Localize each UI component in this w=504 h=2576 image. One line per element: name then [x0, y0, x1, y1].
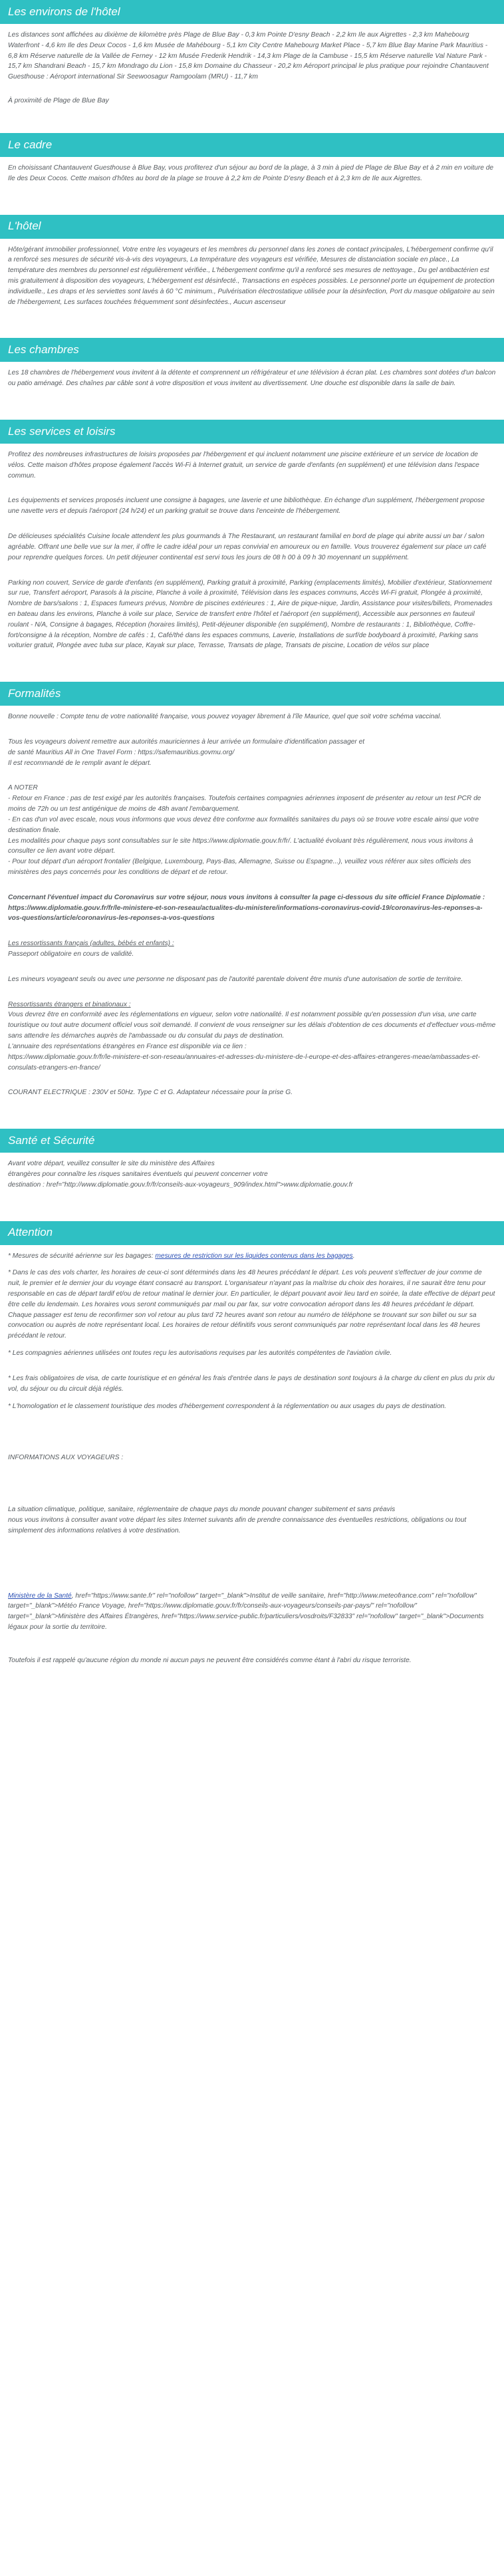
section-attention	[0, 1245, 504, 1666]
section-title-hotel: L'hôtel	[8, 219, 41, 233]
cadre-text: En choisissant Chantauvent Guesthouse à Blue Bay, vous profiterez d'un séjour au bord de la plage, à 3 min à pied de Plage de Blue Bay et à 2 min en voiture de Ile des Deux Cocos. Cette maison d'hôtes au bord de la plage se trouve à 2,2 km de Pointe D'esny Beach et à 2,3 km de Ile aux Aigrettes.	[8, 164, 494, 182]
section-title-services: Les services et loisirs	[8, 424, 116, 438]
section-formalites	[0, 706, 504, 1098]
attention-paragraph-4: * L'homologation et le classement touristique des modes d'hébergement correspondent à la réglementation ou aux usages du pays de destination.	[8, 1402, 447, 1410]
section-title-sante: Santé et Sécurité	[8, 1133, 95, 1147]
formalites-p3-line: A NOTER	[8, 784, 38, 792]
section-environs	[0, 24, 504, 106]
section-header-attention	[0, 1221, 504, 1245]
formalites-p3-line: - En cas d'un vol avec escale, nous vous informons que vous devez être conforme aux formalités sanitaires du pays où se trouve votre escale ainsi que votre destination finale.	[8, 815, 479, 834]
attention-paragraph-2: * Les compagnies aériennes utilisées ont toutes reçu les autorisations requises par les autorités compétentes de l'aviation civile.	[8, 1350, 392, 1358]
sante-line: étrangères pour connaître les risques sanitaires éventuels qui peuvent concerner votre	[8, 1170, 268, 1178]
attention-paragraph-1: * Dans le cas des vols charter, les horaires de ceux-ci sont déterminés dans les 48 heures précédant le départ. Les vols peuvent s'effectuer de jour comme de nuit, le premier et le dernier jour du voyage étant consacré au transport. L'organisateur n'ayant pas la maîtrise du choix des horaires, il ne saurait être tenu pour responsable en cas de départ tardif et/ou de retour matinal le dernier jour. En particulier, le départ pouvant avoir lieu tard en soirée, la date effective de départ peut être celle du lendemain. Les horaires vous seront communiqués par mail ou par fax, sur votre convocation aéroport dans les 48 heures précédant le départ. Chaque passager est tenu de reconfirmer son vol retour au plus tard 72 heures avant son retour au numéro de téléphone se trouvant sur son billet ou sur sa convocation ou auprès de notre représentant local. Les horaires de retour définitifs vous seront communiqués par notre représentant local dans les 48 heures précédant le retour.	[8, 1269, 495, 1340]
formalites-paragraph-4	[8, 893, 496, 924]
formalites-p5-heading: Les ressortissants français (adultes, bébés et enfants) :	[8, 940, 174, 948]
formalites-paragraph-3	[8, 783, 496, 877]
formalites-paragraph-7	[8, 1000, 496, 1073]
section-header-formalites	[0, 682, 504, 706]
section-cadre	[0, 157, 504, 184]
section-header-chambres	[0, 338, 504, 362]
chambres-text: Les 18 chambres de l'hébergement vous invitent à la détente et comprennent un réfrigérateur et une télévision à écran plat. Les chambres sont dotées d'un balcon ou patio aménagé. Des chaînes par câble sont à votre disposition et vous invitent au divertissement. Une douche est disponible dans la salle de bain.	[8, 369, 496, 388]
section-title-cadre: Le cadre	[8, 138, 53, 151]
hotel-text: Hôte/gérant immobilier professionnel, Votre entre les voyageurs et les membres du personnel dans les zones de contact principales, L'hébergement confirme qu'il a renforcé ses mesures de sécurité vis-à-vis des voyageurs, La température des voyageurs est vérifiée, Mesures de distanciation sociale en place., La température des membres du personnel est régulièrement vérifiée., L'hébergement confirme qu'il a renforcé ses mesures de nettoyage., Du gel antibactérien est mis gratuitement à disposition des voyageurs, L'hébergement est désinfecté., Transactions en espèces possibles. Le personnel porte un équipement de protection individuelle., Les draps et les serviettes sont lavés à 60 °C minimum., Pulvérisation électrostatique utilisée pour la désinfection, Port du masque obligatoire au sein de l'hébergement, Les surfaces touchées fréquemment sont désinfectées., Aucun ascenseur	[8, 245, 495, 306]
ministere-sante-link[interactable]: Ministère de la Santé	[8, 1592, 72, 1600]
formalites-p3-line: - Pour tout départ d'un aéroport frontalier (Belgique, Luxembourg, Pays-Bas, Allemagne, Suisse ou Espagne...), veuillez vous référer aux sites officiels des ministères des pays concernés pour les conditions de départ et de retour.	[8, 858, 471, 876]
formalites-paragraph-5	[8, 938, 496, 960]
sante-paragraph	[8, 1159, 496, 1190]
formalites-p4-link[interactable]: https://www.diplomatie.gouv.fr/fr/le-ministere-et-son-reseau/actualites-du-ministere/informations-coronavirus-covid-19/coronavirus-les-reponses-a-vos-questions/article/coronavirus-les-reponses-a-vos-questions	[8, 904, 483, 923]
section-header-services	[0, 420, 504, 444]
attention-p5-line: La situation climatique, politique, sanitaire, réglementaire de chaque pays du monde pouvant changer subitement et sans préavis	[8, 1506, 396, 1514]
formalites-p5-text: Passeport obligatoire en cours de validité.	[8, 950, 134, 958]
services-paragraph-3: De délicieuses spécialités Cuisine locale attendent les plus gourmands à The Restaurant, un restaurant familial en bord de plage qui abrite aussi un bar / salon agréable. Offrant une belle vue sur la mer, il offre le cadre idéal pour un repas convivial en amoureux ou en famille. Vous trouverez également sur place un café pour reprendre quelques forces. Un petit déjeuner continental est servi tous les jours de 08 h 00 à 09 h 30 moyennant un supplément.	[8, 533, 487, 561]
attention-paragraph-6	[8, 1591, 496, 1633]
formalites-p3-line: Les modalités pour chaque pays sont consultables sur le site https://www.diplomatie.gouv.fr/fr/. L'actualité évoluant très régulièrement, nous vous invitons à consulter ce lien avant votre départ.	[8, 837, 473, 855]
environs-distances: Les distances sont affichées au dixième de kilomètre près Plage de Blue Bay - 0,3 km Pointe D'esny Beach - 2,2 km Ile aux Aigrettes - 2,3 km Mahebourg Waterfront - 4,6 km Ile des Deux Cocos - 1,6 km Musée de Mahébourg - 5,1 km City Centre Mahebourg Market Place - 5,7 km Blue Bay Marine Park Mauritius - 6,8 km Réserve naturelle de la Vallée de Ferney - 12 km Musée Frederik Hendrik - 14,3 km Plage de la Cambuse - 15,5 km Réserve naturelle Val Nature Park - 15,7 km Shandrani Beach - 15,7 km Mondrago du Lion - 15,8 km Domaine du Chasseur - 20,2 km Aéroport principal le plus pratique pour rejoindre Chantauvent Guesthouse : Aéroport international Sir Seewoosagur Ramgoolam (MRU) - 11,7 km	[8, 31, 489, 81]
services-paragraph-1: Profitez des nombreuses infrastructures de loisirs proposées par l'hébergement et qui incluent notamment une piscine extérieure et un service de location de vélos. Cette maison d'hôtes propose également l'accès Wi-Fi à Internet gratuit, un service de garde d'enfants (en supplément) et une télévision dans l'espace commun.	[8, 451, 479, 480]
attention-paragraph-3: * Les frais obligatoires de visa, de carte touristique et en général les frais d'entrée dans le pays de destination sont toujours à la charge du client en plus du prix du vol, du séjour ou du circuit déjà réglés.	[8, 1374, 495, 1393]
attention-intro-end: .	[352, 1252, 355, 1260]
formalites-paragraph-8: COURANT ELECTRIQUE : 230V et 50Hz. Type C et G. Adaptateur nécessaire pour la prise G.	[8, 1089, 293, 1097]
section-chambres	[0, 362, 504, 389]
section-title-chambres: Les chambres	[8, 343, 79, 357]
section-sante	[0, 1153, 504, 1190]
formalites-p2-line: Il est recommandé de le remplir avant le départ.	[8, 759, 152, 767]
formalites-p7-line: Vous devrez être en conformité avec les réglementations en vigueur, selon votre nationalité. Il est notamment possible qu'en possession d'un visa, une carte touristique ou tout autre document officiel vous soit demandé. Il convient de vous renseigner sur les délais d'obtention de ces documents et d'effectuer vous-même sans attendre les démarches auprès de l'ambassade ou du consulat du pays de destination.	[8, 1011, 496, 1040]
liquids-restriction-link[interactable]: mesures de restriction sur les liquides contenus dans les bagages	[155, 1252, 353, 1260]
formalites-p7-heading: Ressortissants étrangers et binationaux :	[8, 1000, 131, 1008]
section-title-attention: Attention	[8, 1226, 53, 1239]
attention-paragraph-7: Toutefois il est rappelé qu'aucune région du monde ni aucun pays ne peuvent être considérés comme étant à l'abri du risque terroriste.	[8, 1656, 412, 1664]
section-header-cadre	[0, 133, 504, 157]
attention-intro-text: * Mesures de sécurité aérienne sur les bagages:	[8, 1252, 156, 1260]
formalites-p2-line: Tous les voyageurs doivent remettre aux autorités mauriciennes à leur arrivée un formulaire d'identification passager et	[8, 738, 365, 746]
services-paragraph-4: Parking non couvert, Service de garde d'enfants (en supplément), Parking gratuit à proximité, Parking (emplacements limités), Mobilier d'extérieur, Stationnement sur rue, Transfert aéroport, Parasols à la piscine, Planche à voile à proximité, Télévision dans les espaces communs, Accès Wi-Fi gratuit, Plongée à proximité, Nombre de bars/salons : 1, Espaces fumeurs prévus, Nombre de piscines extérieures : 1, Aire de pique-nique, Jardin, Assistance pour visites/billets, Promenades en bateau dans les environs, Planche à voile sur place, Service de transfert entre l'hôtel et l'aéroport (en supplément), Accessible aux personnes en fauteuil roulant - N/A, Consigne à bagages, Réception (horaires limités), Petit-déjeuner disponible (en supplément), Nombre de restaurants : 1, Bibliothèque, Coffre-fort/consigne à la réception, Nombre de cafés : 1, Café/thé dans les espaces communs, Laverie, Installations de surf/de bodyboard à proximité, Parking sans voiturier gratuit, Plongée avec tuba sur place, Kayak sur place, Terrasse, Transats de plage, Transats de piscine, Location de vélos sur place	[8, 579, 493, 650]
environs-proximity: À proximité de Plage de Blue Bay	[8, 97, 109, 105]
formalites-p2-line: de santé Mauritius All in One Travel Form : https://safemauritius.govmu.org/	[8, 748, 235, 756]
attention-paragraph-5	[8, 1504, 496, 1536]
sante-line: destination : href="http://www.diplomatie.gouv.fr/fr/conseils-aux-voyageurs_909/index.html">www.diplomatie.gouv.fr	[8, 1181, 353, 1189]
attention-info-title: INFORMATIONS AUX VOYAGEURS :	[8, 1454, 124, 1462]
attention-p6-text: , href="https://www.sante.fr" rel="nofollow" target="_blank">Institut de veille sanitaire, href="http://www.meteofrance.com" rel="nofollow" target="_blank">Météo France Voyage, href="https://www.diplomatie.gouv.fr/fr/conseils-aux-voyageurs/conseils-par-pays/" rel="nofollow" target="_blank">Ministère des Affaires Étrangères, href="https://www.service-public.fr/particuliers/vosdroits/F32833" rel="nofollow" target="_blank">Documents légaux pour la sortie du territoire.	[8, 1592, 484, 1631]
formalites-p7-link[interactable]: https://www.diplomatie.gouv.fr/fr/le-ministere-et-son-reseau/annuaires-et-adresses-du-ministere-de-l-europe-et-des-affaires-etrangeres-meae/ambassades-et-consulats-etrangers-en-france/	[8, 1053, 480, 1072]
formalites-paragraph-6: Les mineurs voyageant seuls ou avec une personne ne disposant pas de l'autorité parentale doivent être munis d'une autorisation de sortie de territoire.	[8, 975, 463, 983]
formalites-p3-line: - Retour en France : pas de test exigé par les autorités françaises. Toutefois certaines compagnies aériennes imposent de présenter au retour un test PCR de moins de 72h ou un test antigénique de moins de 48h avant l'embarquement.	[8, 795, 481, 813]
section-hotel	[0, 239, 504, 308]
section-title-environs: Les environs de l'hôtel	[8, 5, 120, 18]
attention-intro	[8, 1251, 496, 1262]
attention-p5-line: nous vous invitons à consulter avant votre départ les sites Internet suivants afin de prendre connaissance des éventuelles restrictions, obligations ou tout simplement des informations relatives à votre destination.	[8, 1516, 467, 1534]
section-header-hotel	[0, 215, 504, 239]
formalites-paragraph-2	[8, 737, 496, 768]
section-services	[0, 444, 504, 651]
formalites-paragraph-1: Bonne nouvelle : Compte tenu de votre nationalité française, vous pouvez voyager librement à l'île Maurice, quel que soit votre schéma vaccinal.	[8, 713, 442, 721]
formalites-p4-line: Concernant l'éventuel impact du Coronavirus sur votre séjour, nous vous invitons à consulter la page ci-dessous du site officiel France Diplomatie :	[8, 893, 485, 901]
formalites-p7-line: L'annuaire des représentations étrangères en France est disponible via ce lien :	[8, 1042, 247, 1050]
section-header-sante	[0, 1129, 504, 1153]
section-title-formalites: Formalités	[8, 687, 61, 700]
services-paragraph-2: Les équipements et services proposés incluent une consigne à bagages, une laverie et une bibliothèque. En échange d'un supplément, l'hébergement propose une navette vers et depuis l'aéroport (24 h/24) et un parking gratuit se trouve dans l'enceinte de l'hébergement.	[8, 497, 485, 515]
section-header-environs	[0, 0, 504, 24]
sante-line: Avant votre départ, veuillez consulter le site du ministère des Affaires	[8, 1160, 215, 1168]
